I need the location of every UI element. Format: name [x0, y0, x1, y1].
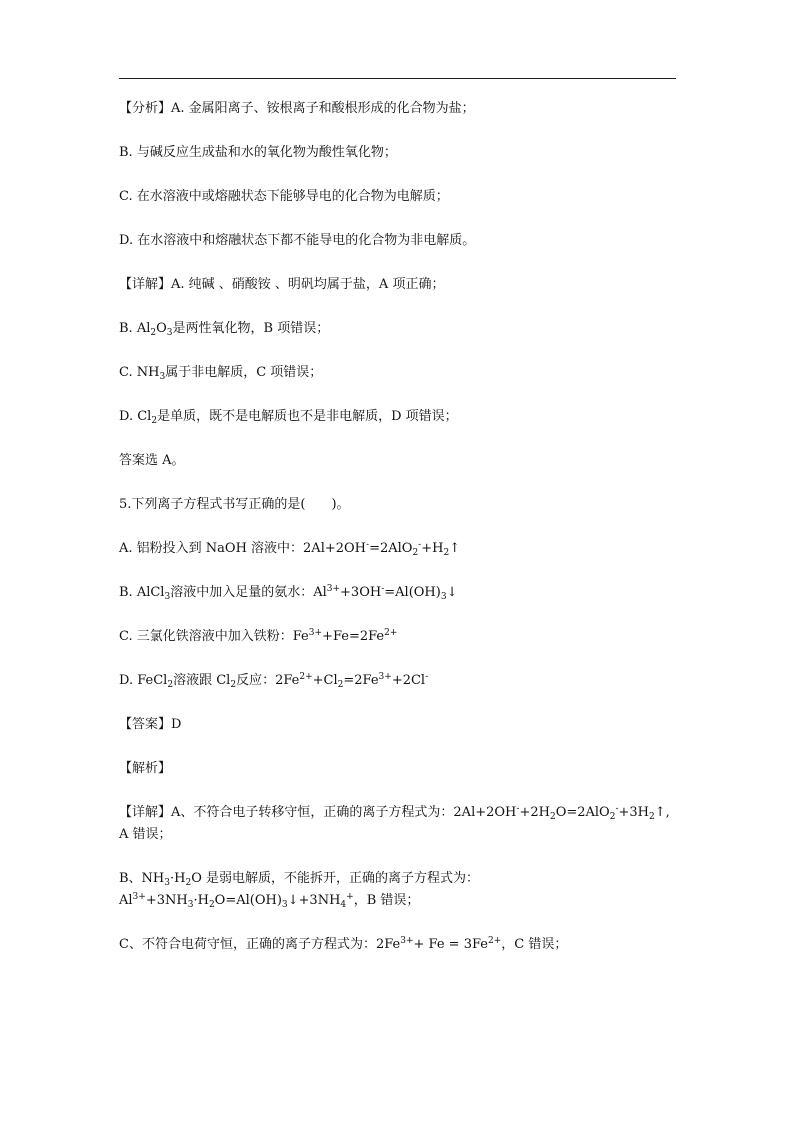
option-c: C. 三氯化铁溶液中加入铁粉：$Fe^{3+}+Fe=2Fe^{2+}$ — [119, 628, 398, 644]
header-rule — [119, 78, 676, 79]
option-b: B. AlCl$_3$溶液中加入足量的氨水：$Al^{3+}+3OH^-=Al(OH)_3↓$ — [119, 584, 458, 602]
explain-a: 【详解】A、不符合电子转移守恒，正确的离子方程式为：$2Al+2OH^-+2H_2O=2AlO_2^-+3H_2↑$, — [119, 804, 670, 822]
document-body — [119, 100, 679, 954]
detail-d: D. $Cl_2$是单质，既不是电解质也不是非电解质，D 项错误； — [119, 409, 458, 426]
question-5: 5.下列离子方程式书写正确的是( )。 — [119, 497, 350, 512]
explain-c: C、不符合电荷守恒，正确的离子方程式为：$2Fe^{3+}+ Fe = 3Fe^{2+}$，C 错误； — [119, 936, 568, 952]
option-a: A. 铝粉投入到 NaOH 溶液中：$2Al+2OH^-=2AlO_2^-+H_2↑$ — [119, 540, 461, 558]
answer-select: 答案选 A。 — [119, 453, 185, 468]
analysis-a: 【分析】A. 金属阳离子、铵根离子和酸根形成的化合物为盐； — [119, 101, 475, 116]
explain-b: B、$NH_3\cdot H_2O$ 是弱电解质，不能拆开，正确的离子方程式为： — [119, 871, 480, 888]
analysis-c: C. 在水溶液中或熔融状态下能够导电的化合物为电解质； — [119, 189, 449, 204]
explain-a-cont: A 错误； — [119, 827, 172, 842]
detail-b: B. $Al_2O_3$是两性氧化物，B 项错误； — [119, 321, 330, 338]
analysis-d: D. 在水溶液中和熔融状态下都不能导电的化合物为非电解质。 — [119, 233, 476, 248]
jiexi-heading: 【解析】 — [119, 761, 172, 776]
detail-a: 【详解】A. 纯碱 、硝酸铵 、明矾均属于盐，A 项正确； — [119, 277, 445, 292]
option-d: D. FeCl$_2$溶液跟 $Cl_2$反应：$2Fe^{2+}+Cl_2=2Fe^{3+}+2Cl^-$ — [119, 672, 429, 690]
analysis-b: B. 与碱反应生成盐和水的氧化物为酸性氧化物； — [119, 145, 397, 160]
detail-c: C. $NH_3$属于非电解质，C 项错误； — [119, 365, 323, 382]
answer: 【答案】D — [119, 717, 182, 732]
explain-b-equation: $Al^{3+}+3NH_3\cdot H_2O=Al(OH)_3↓+3NH_4^+$，B 错误； — [119, 892, 420, 910]
